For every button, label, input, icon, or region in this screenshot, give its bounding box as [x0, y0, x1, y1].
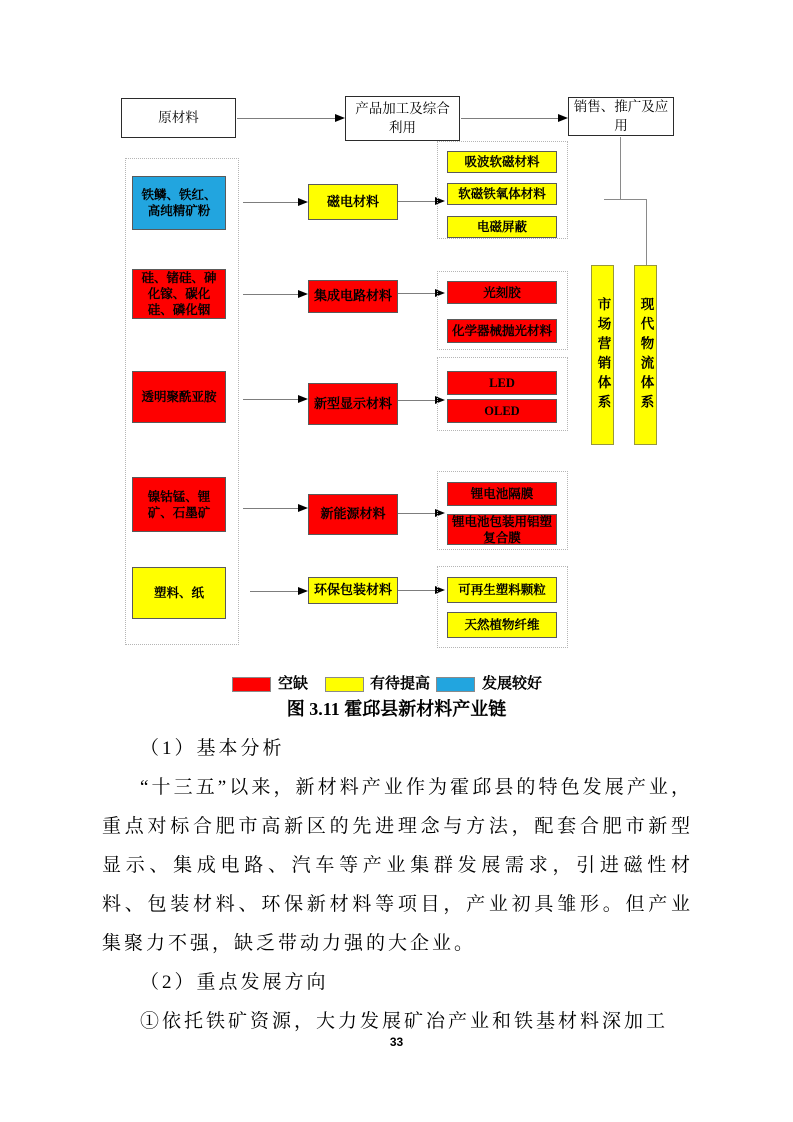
arrow-raw-to-processing-icon [237, 118, 343, 119]
connector-to-logistics [646, 199, 647, 265]
system-bar-logistics: 现代物流体系 [634, 265, 657, 445]
product-box-3-1: LED [447, 371, 557, 395]
category-box-ic: 集成电路材料 [308, 280, 398, 313]
arrow-source-to-category-1-icon [243, 202, 306, 203]
product-box-5-1: 可再生塑料颗粒 [447, 577, 557, 603]
figure-caption: 图 3.11 霍邱县新材料产业链 [286, 699, 507, 719]
system-bar-marketing: 市场营销体系 [591, 265, 614, 445]
product-box-2-2: 化学器械抛光材料 [447, 319, 557, 343]
category-box-display: 新型显示材料 [308, 383, 398, 425]
product-box-2-1: 光刻胶 [447, 281, 557, 304]
category-box-magnetic: 磁电材料 [308, 184, 398, 220]
source-box-battery-minerals: 镍钴锰、锂矿、石墨矿 [132, 477, 226, 532]
paragraph-basic-analysis-heading: （1）基本分析 [140, 738, 285, 759]
flow-box-processing: 产品加工及综合利用 [345, 96, 460, 141]
connector-branch [604, 199, 647, 200]
arrow-processing-to-sales-icon [461, 118, 566, 119]
arrow-source-to-category-3-icon [243, 399, 306, 400]
product-box-1-1: 吸波软磁材料 [447, 151, 557, 173]
source-box-semiconductor: 硅、锗硅、砷化镓、碳化硅、磷化铟 [132, 269, 226, 319]
product-box-3-2: OLED [447, 399, 557, 423]
source-box-plastic-paper: 塑料、纸 [132, 567, 226, 619]
source-box-magnetic: 铁鳞、铁红、高纯精矿粉 [132, 176, 226, 230]
arrow-source-to-category-4-icon [243, 508, 306, 509]
legend-swatch-improve [325, 677, 364, 692]
product-box-1-3: 电磁屏蔽 [447, 216, 557, 238]
page-number: 33 [389, 1035, 404, 1049]
arrow-source-to-category-2-icon [243, 294, 306, 295]
body-text [102, 729, 693, 1041]
category-box-eco-packaging: 环保包装材料 [308, 577, 398, 604]
paragraph-key-directions-heading: （2）重点发展方向 [140, 972, 329, 993]
paragraph-direction-1: ①依托铁矿资源，大力发展矿冶产业和铁基材料深加工 [140, 1011, 669, 1032]
category-box-new-energy: 新能源材料 [308, 494, 398, 535]
legend-label-gap: 空缺 [278, 675, 309, 692]
flow-box-raw-materials: 原材料 [121, 98, 236, 138]
paragraph-basic-analysis: “十三五”以来，新材料产业作为霍邱县的特色发展产业，重点对标合肥市高新区的先进理念与方法，配套合肥市新型显示、集成电路、汽车等产业集群发展需求，引进磁性材料、包装材料、环保新材料等项目，产业初具雏形。但产业集聚力不强，缺乏带动力强的大企业。 [102, 777, 693, 954]
product-box-4-2: 锂电池包装用铝塑复合膜 [447, 514, 557, 545]
product-box-4-1: 锂电池隔膜 [447, 482, 557, 506]
legend-label-good: 发展较好 [482, 675, 543, 692]
product-box-1-2: 软磁铁氧体材料 [447, 183, 557, 205]
product-box-5-2: 天然植物纤维 [447, 612, 557, 638]
legend-label-improve: 有待提高 [370, 675, 431, 692]
source-box-polyimide: 透明聚酰亚胺 [132, 371, 226, 423]
legend-swatch-good [436, 677, 475, 692]
flow-box-sales: 销售、推广及应用 [568, 97, 674, 136]
arrow-source-to-category-5-icon [250, 591, 306, 592]
legend-swatch-gap [232, 677, 271, 692]
connector-sales-down [620, 137, 621, 199]
